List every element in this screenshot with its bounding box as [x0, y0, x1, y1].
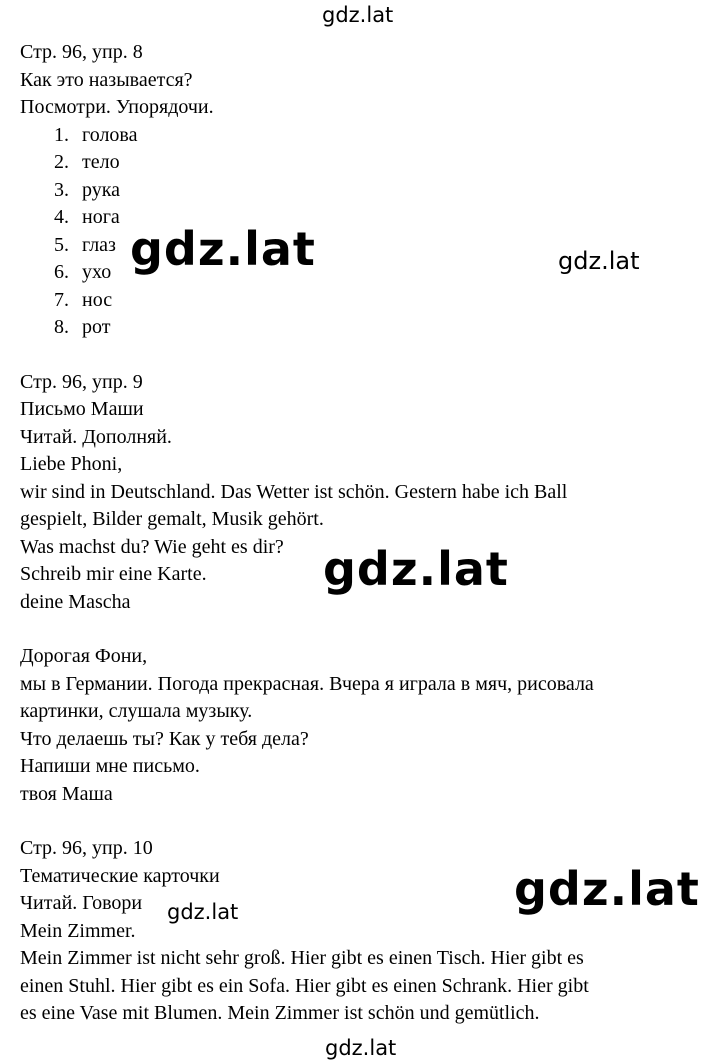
- item-word: ухо: [82, 261, 112, 283]
- item-word: тело: [82, 151, 120, 173]
- watermark-large: gdz.lat: [130, 222, 316, 276]
- russian-letter-line: твоя Маша: [20, 782, 113, 805]
- russian-letter-line: Напиши мне письмо.: [20, 755, 200, 777]
- russian-letter-line: Что делаешь ты? Как у тебя дела?: [20, 727, 309, 750]
- item-number: 7.: [54, 288, 69, 311]
- item-number: 4.: [54, 206, 69, 228]
- item-word: рука: [82, 178, 121, 201]
- watermark-top: gdz.lat: [322, 3, 394, 27]
- ex8-task: Посмотри. Упорядочи.: [20, 96, 214, 118]
- watermark-bottom: gdz.lat: [325, 1036, 397, 1060]
- watermark-large: gdz.lat: [514, 862, 700, 916]
- ex9-task: Читай. Дополняй.: [20, 425, 172, 448]
- spacer: [20, 616, 710, 643]
- german-letter-line: Was machst du? Wie geht es dir?: [20, 535, 284, 558]
- ex10-text-line: einen Stuhl. Hier gibt es ein Sofa. Hier gibt es einen Schrank. Hier gibt: [20, 974, 589, 997]
- list-item: [54, 149, 710, 177]
- item-number: 5.: [54, 233, 69, 256]
- ex10-heading: Mein Zimmer.: [20, 919, 136, 942]
- item-number: 2.: [54, 151, 69, 173]
- ex8-reference: Стр. 96, упр. 8: [20, 41, 143, 63]
- ex10-title: Тематические карточки: [20, 864, 220, 887]
- ex8-word-list: [20, 122, 710, 342]
- russian-letter-line: Дорогая Фони,: [20, 645, 148, 667]
- item-number: 1.: [54, 123, 69, 146]
- item-word: глаз: [82, 233, 116, 256]
- list-item: [54, 177, 710, 205]
- ex10-task: Читай. Говори: [20, 892, 143, 914]
- russian-letter-line: мы в Германии. Погода прекрасная. Вчера я играла в мяч, рисовала: [20, 672, 594, 695]
- russian-letter-line: картинки, слушала музыку.: [20, 700, 253, 722]
- ex10-text-line: Mein Zimmer ist nicht sehr groß. Hier gibt es einen Tisch. Hier gibt es: [20, 947, 584, 969]
- watermark-large: gdz.lat: [323, 542, 509, 596]
- german-letter-line: deine Mascha: [20, 590, 131, 613]
- ex10-reference: Стр. 96, упр. 10: [20, 837, 153, 859]
- ex10-text-line: es eine Vase mit Blumen. Mein Zimmer ist schön und gemütlich.: [20, 1002, 540, 1024]
- item-word: нос: [82, 288, 113, 311]
- item-number: 8.: [54, 316, 69, 338]
- item-number: 6.: [54, 261, 69, 283]
- ex9-reference: Стр. 96, упр. 9: [20, 370, 143, 393]
- watermark-small: gdz.lat: [167, 900, 239, 924]
- german-letter-line: wir sind in Deutschland. Das Wetter ist schön. Gestern habe ich Ball: [20, 480, 568, 503]
- list-item: [54, 122, 710, 150]
- spacer: [20, 342, 710, 369]
- ex9-title: Письмо Маши: [20, 398, 144, 420]
- item-word: рот: [82, 316, 111, 338]
- spacer: [20, 808, 710, 835]
- list-item: [54, 287, 710, 315]
- german-letter-line: Schreib mir eine Karte.: [20, 563, 207, 585]
- german-letter-line: Liebe Phoni,: [20, 453, 123, 475]
- list-item: [54, 314, 710, 342]
- ex8-title: Как это называется?: [20, 68, 193, 91]
- item-number: 3.: [54, 178, 69, 201]
- item-word: нога: [82, 206, 120, 228]
- item-word: голова: [82, 123, 138, 146]
- watermark-medium: gdz.lat: [558, 247, 640, 275]
- german-letter-line: gespielt, Bilder gemalt, Musik gehört.: [20, 508, 324, 530]
